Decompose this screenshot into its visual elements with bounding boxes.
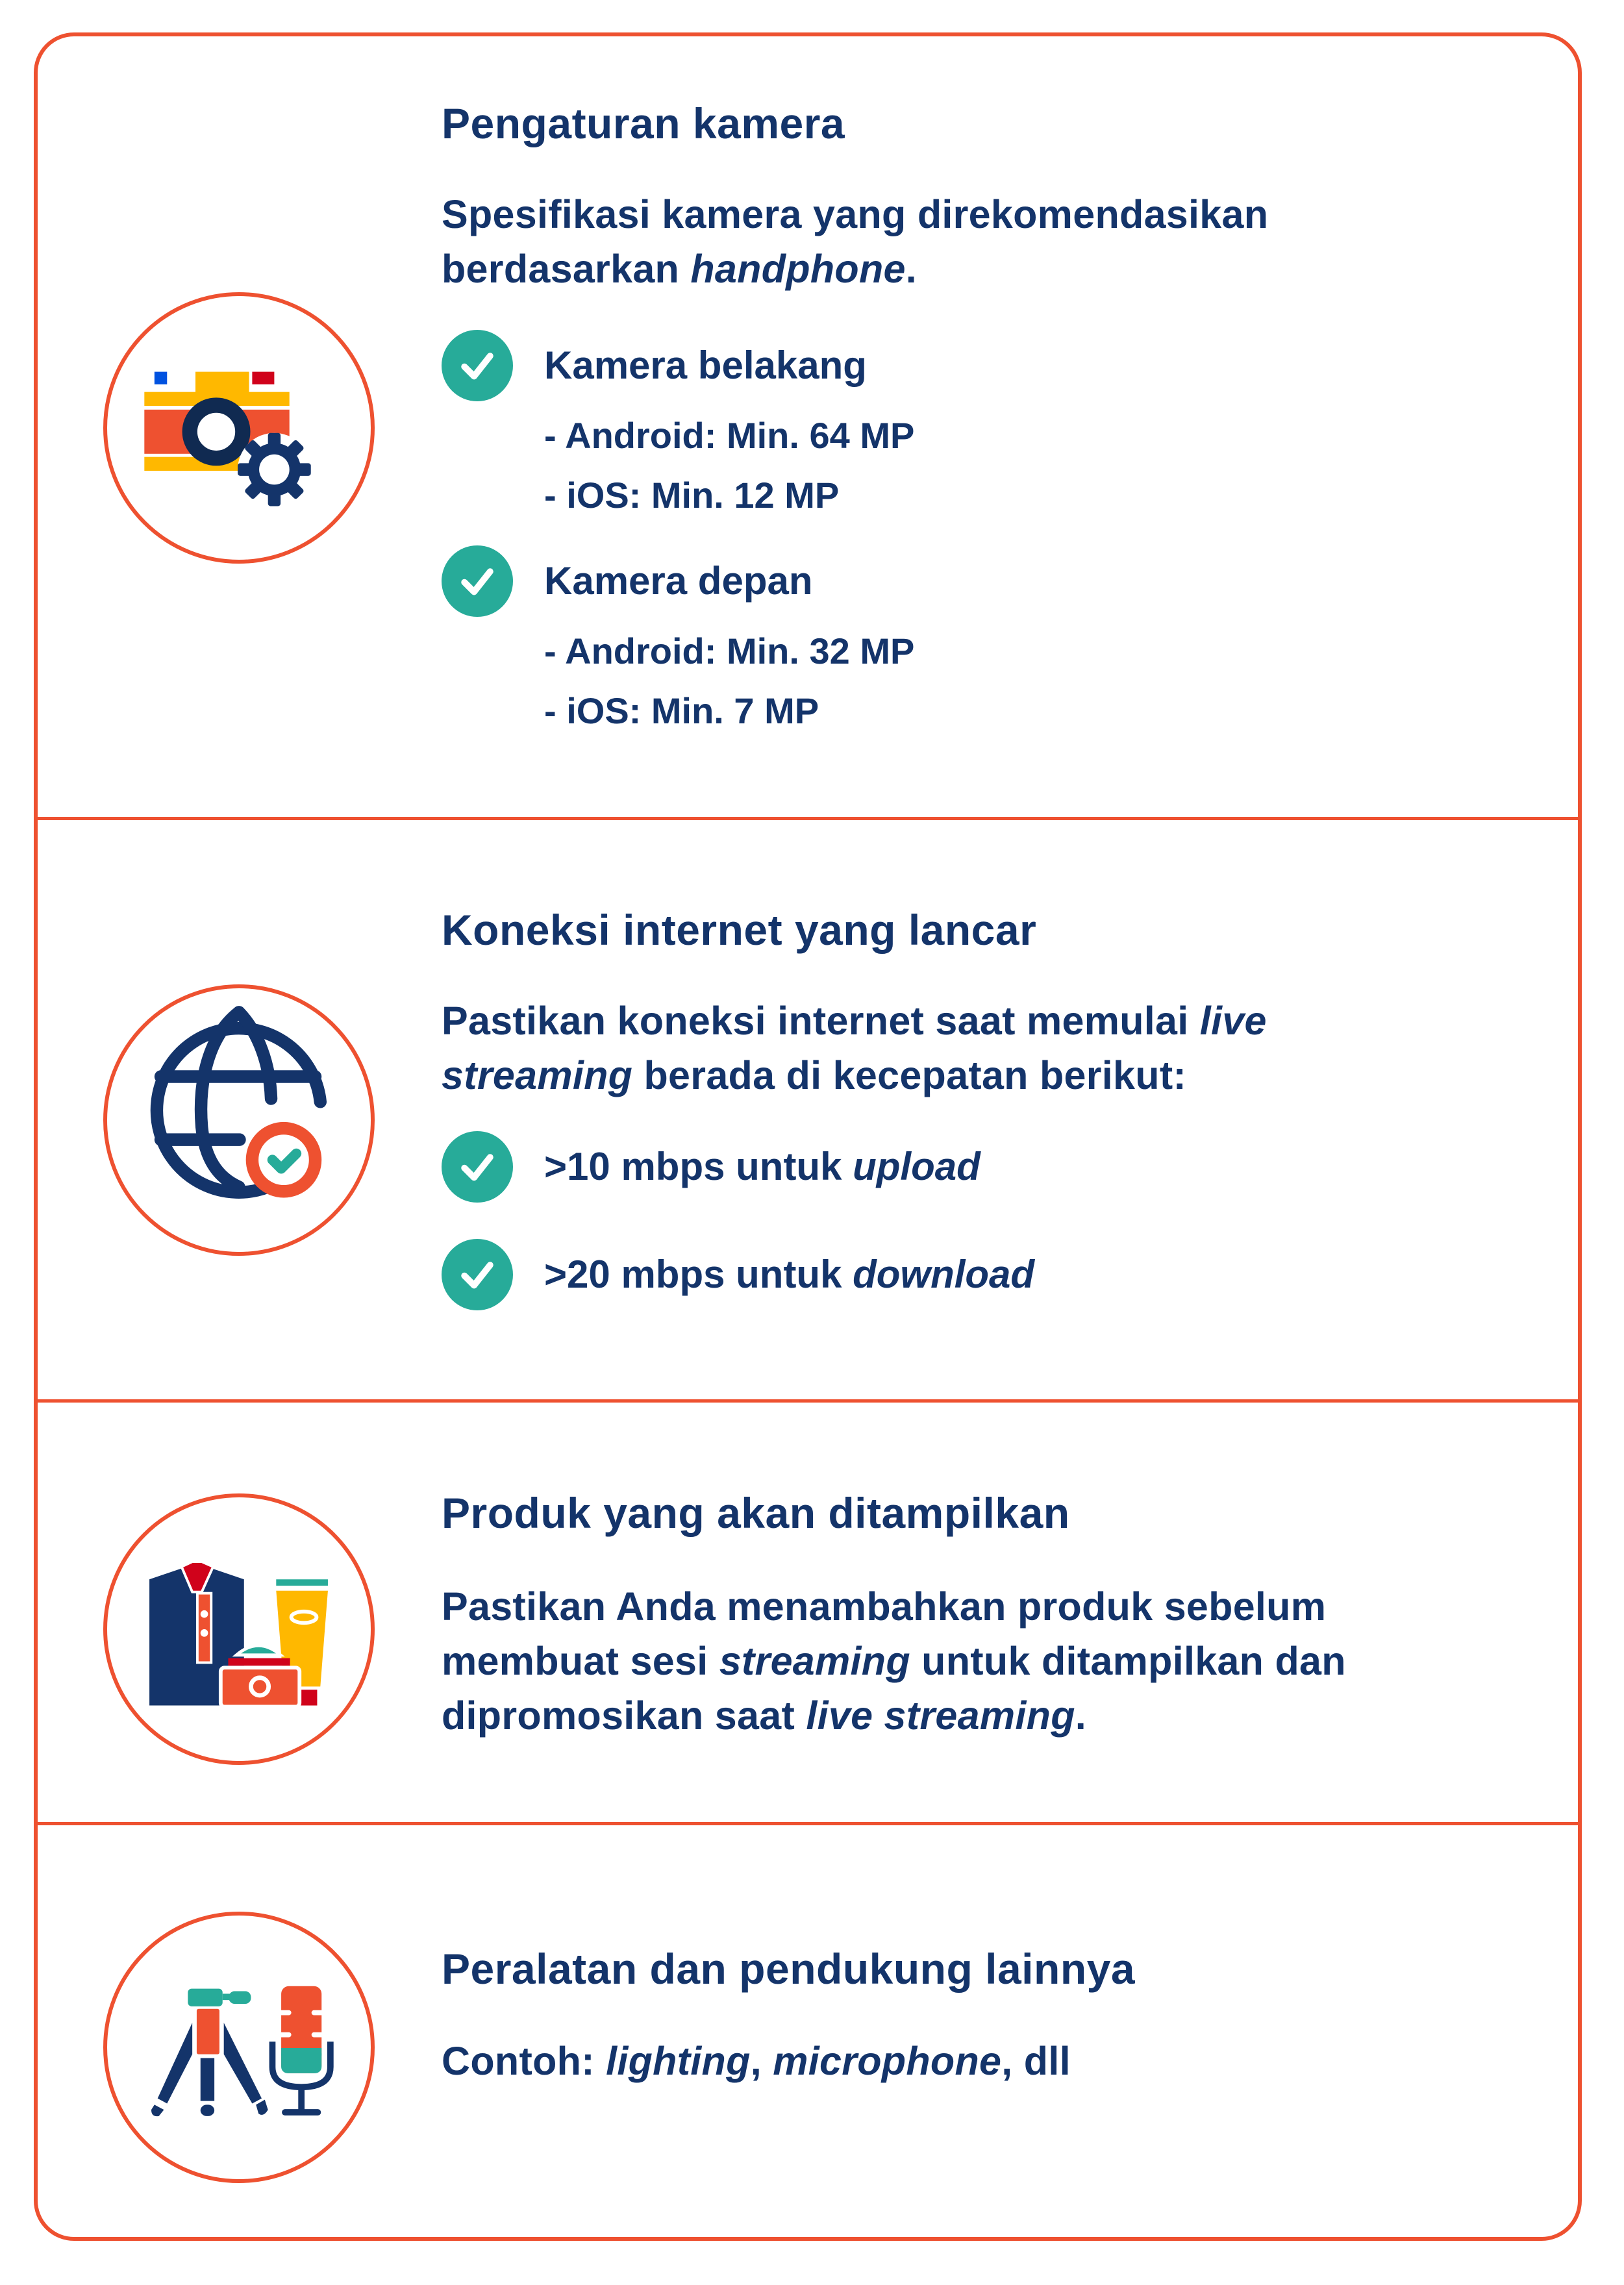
section-title: Koneksi internet yang lancar	[442, 906, 1037, 954]
globe-check-icon	[103, 984, 375, 1256]
section-description: Spesifikasi kamera yang direkomendasikan berdasarkan handphone.	[442, 192, 1269, 291]
section-internet	[442, 904, 1513, 1310]
check-item-upload	[442, 1131, 1513, 1203]
checklist	[442, 1131, 1513, 1310]
check-item-front-camera	[442, 545, 1513, 617]
section-title: Peralatan dan pendukung lainnya	[442, 1945, 1136, 1993]
section-camera	[442, 97, 1513, 734]
section-description: Pastikan Anda menambahkan produk sebelum membuat sesi streaming untuk ditampilkan dan dipromosikan saat live streaming.	[442, 1584, 1346, 1738]
section-equipment	[442, 1943, 1513, 2088]
spec-ios-front: - iOS: Min. 7 MP	[544, 690, 819, 731]
section-divider	[34, 817, 1582, 820]
tripod-microphone-icon	[103, 1912, 375, 2183]
products-icon	[103, 1493, 375, 1765]
section-title: Pengaturan kamera	[442, 99, 845, 147]
check-label: >10 mbps untuk upload	[544, 1145, 981, 1188]
check-label: Kamera belakang	[544, 343, 867, 387]
check-item-rear-camera	[442, 330, 1513, 401]
check-icon	[442, 1239, 513, 1310]
spec-android-front: - Android: Min. 32 MP	[544, 631, 915, 671]
spec-ios-rear: - iOS: Min. 12 MP	[544, 475, 840, 516]
check-label: >20 mbps untuk download	[544, 1253, 1035, 1296]
spec-android-rear: - Android: Min. 64 MP	[544, 415, 915, 456]
section-divider	[34, 1822, 1582, 1825]
check-icon	[442, 545, 513, 617]
check-label: Kamera depan	[544, 559, 813, 603]
checklist	[442, 330, 1513, 734]
section-title: Produk yang akan ditampilkan	[442, 1489, 1070, 1537]
check-item-download	[442, 1239, 1513, 1310]
check-icon	[442, 1131, 513, 1203]
section-divider	[34, 1399, 1582, 1403]
check-icon	[442, 330, 513, 401]
section-description: Contoh: lighting, microphone, dll	[442, 2039, 1071, 2083]
camera-settings-icon	[103, 292, 375, 564]
section-description: Pastikan koneksi internet saat memulai live streaming berada di kecepatan berikut:	[442, 999, 1267, 1097]
section-products	[442, 1487, 1513, 1743]
